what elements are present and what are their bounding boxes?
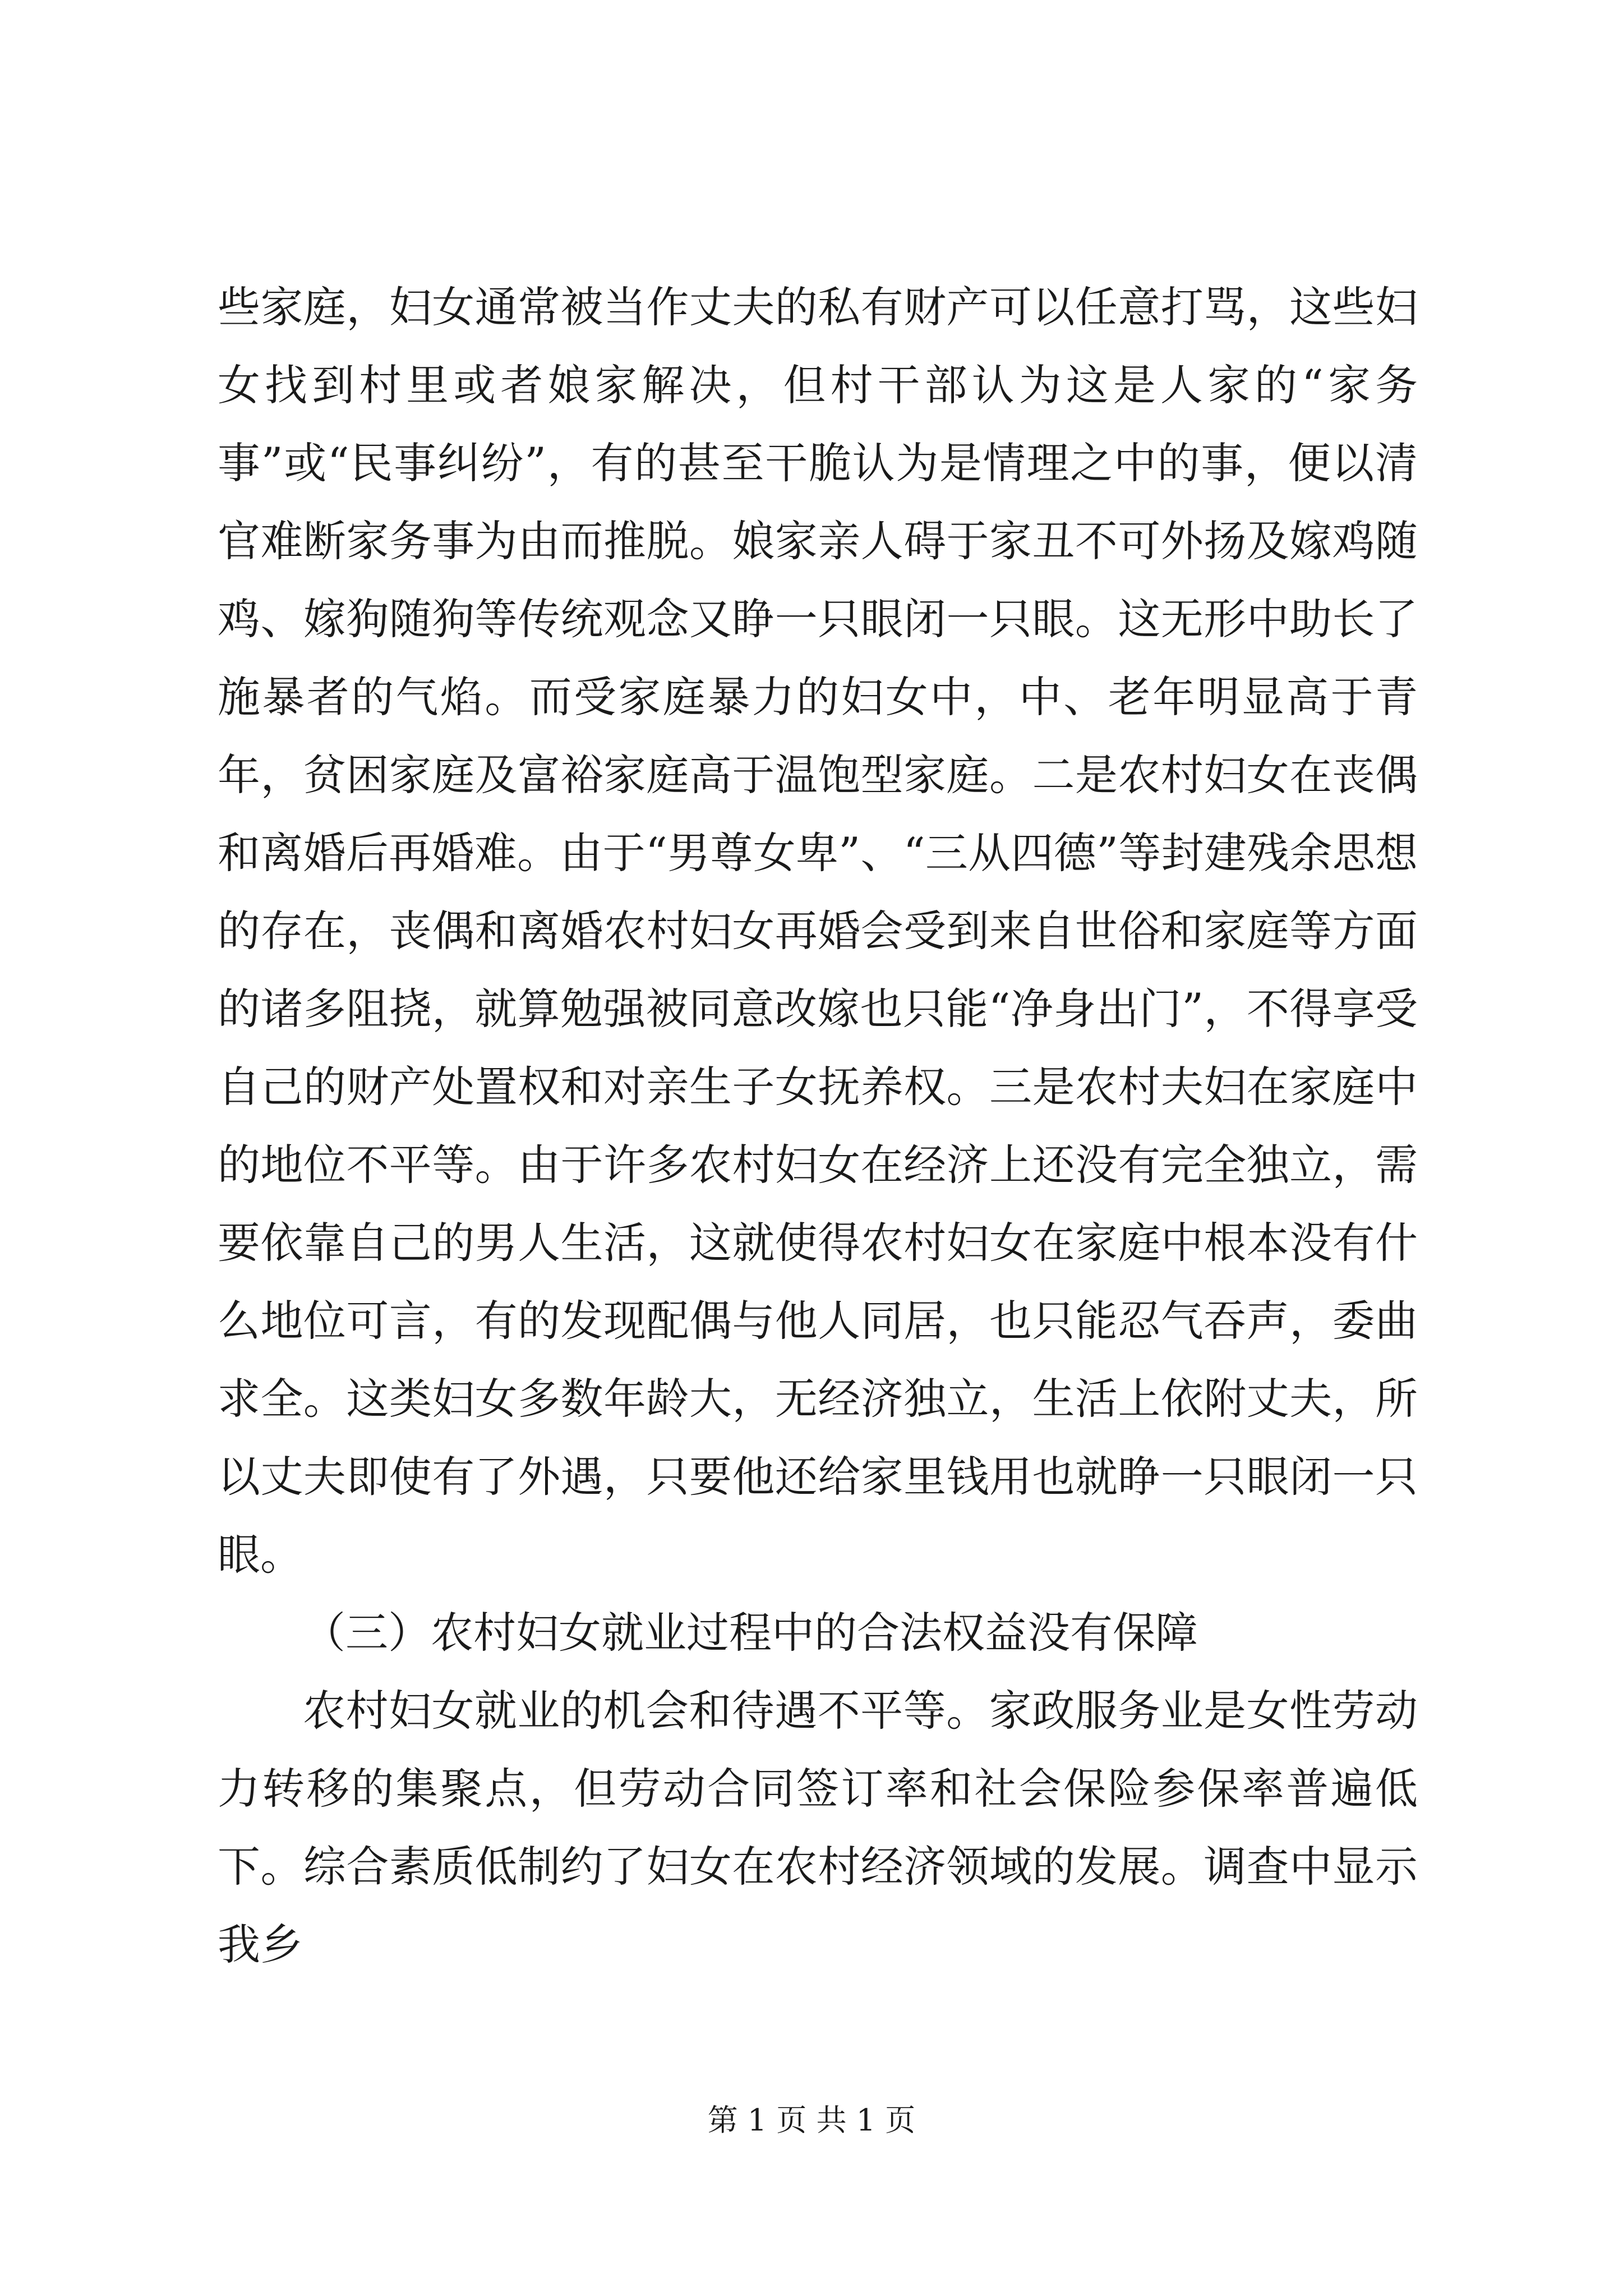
document-body xyxy=(218,268,1418,1984)
body-paragraph-1: 些家庭，妇女通常被当作丈夫的私有财产可以任意打骂，这些妇女找到村里或者娘家解决，但村干部认为这是人家的“家务事”或“民事纠纷”，有的甚至干脆认为是情理之中的事，便以清官难断家务事为由而推脱。娘家亲人碍于家丑不可外扬及嫁鸡随鸡、嫁狗随狗等传统观念又睁一只眼闭一只眼。这无形中助长了施暴者的气焰。而受家庭暴力的妇女中，中、老年明显高于青年，贫困家庭及富裕家庭高于温饱型家庭。二是农村妇女在丧偶和离婚后再婚难。由于“男尊女卑”、“三从四德”等封建残余思想的存在，丧偶和离婚农村妇女再婚会受到来自世俗和家庭等方面的诸多阻挠，就算勉强被同意改嫁也只能“净身出门”，不得享受自己的财产处置权和对亲生子女抚养权。三是农村夫妇在家庭中的地位不平等。由于许多农村妇女在经济上还没有完全独立，需要依靠自己的男人生活，这就使得农村妇女在家庭中根本没有什么地位可言，有的发现配偶与他人同居，也只能忍气吞声，委曲求全。这类妇女多数年龄大，无经济独立，生活上依附丈夫，所以丈夫即使有了外遇，只要他还给家里钱用也就睁一只眼闭一只眼。 xyxy=(218,282,1418,1580)
section-heading: （三）农村妇女就业过程中的合法权益没有保障 xyxy=(303,1608,1198,1658)
page-footer: 第 1 页 共 1 页 xyxy=(707,2102,916,2138)
body-paragraph-2: 农村妇女就业的机会和待遇不平等。家政服务业是女性劳动力转移的集聚点，但劳动合同签订率和社会保险参保率普遍低下。综合素质低制约了妇女在农村经济领域的发展。调查中显示我乡 xyxy=(218,1686,1418,1970)
